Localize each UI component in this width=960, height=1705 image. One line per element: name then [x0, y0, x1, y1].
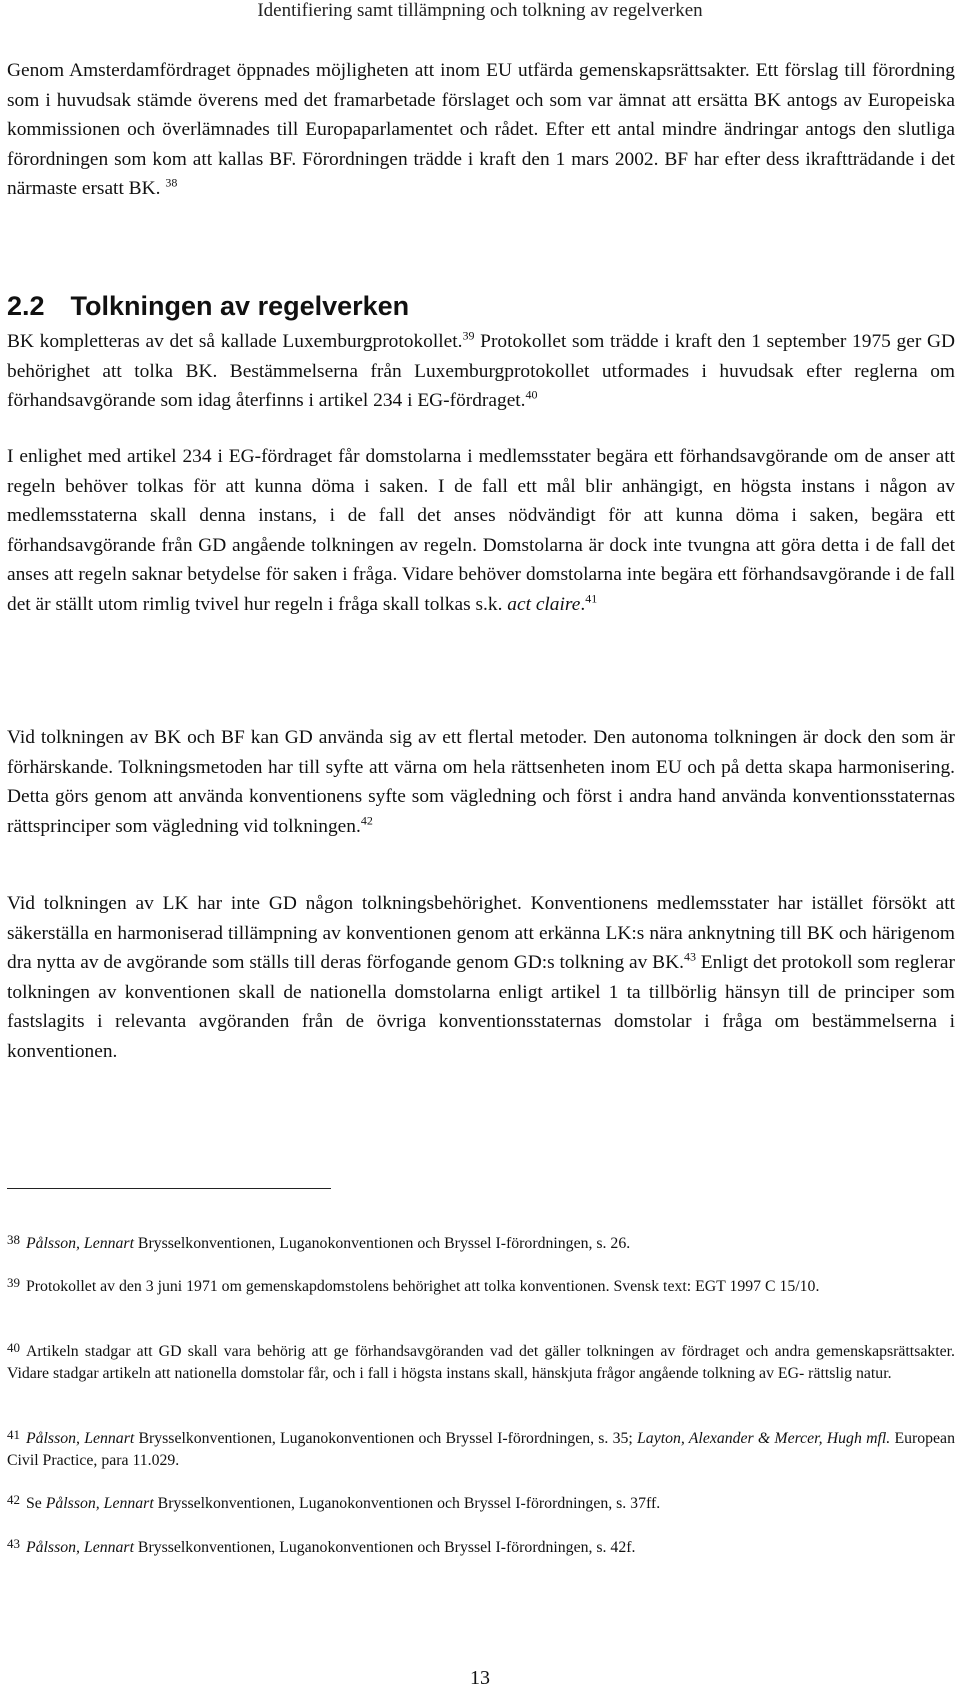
paragraph-bk-bf-interpretation [7, 723, 955, 841]
paragraph-end: . [580, 593, 586, 615]
footnote-ref-43[interactable]: 43 [683, 949, 696, 964]
paragraph-text: Enligt det protokoll som reglerar tolkningen av konventionen skall de nationella domstolarna enligt artikel 1 ta tillbörlig hänsyn till de principer som fastslagits i relevanta avgöranden från de övriga konventionsstaternas domstolar i fråga om bestämmelserna i konventionen. [7, 952, 955, 1062]
footnote-42 [7, 1489, 955, 1515]
footnote-text: Protokollet av den 3 juni 1971 om gemenskapdomstolens behörighet att tolka konventionen. Svensk text: EGT 1997 C 15/10. [26, 1278, 820, 1295]
paragraph-text: BK kompletteras av det så kallade Luxemburgprotokollet. [7, 331, 463, 352]
footnote-ref-42[interactable]: 42 [360, 813, 373, 828]
footnote-38 [7, 1229, 955, 1255]
footnote-43 [7, 1533, 955, 1559]
footnote-ref-39[interactable]: 39 [462, 328, 475, 343]
footnote-author: Layton, Alexander & Mercer, Hugh mfl. [637, 1430, 891, 1447]
running-header: Identifiering samt tillämpning och tolkning av regelverken [257, 0, 703, 21]
footnote-number: 43 [7, 1536, 20, 1551]
footnote-number: 38 [7, 1232, 20, 1247]
footnote-text: Brysselkonventionen, Luganokonventionen och Bryssel I-förordningen, s. 37ff. [153, 1495, 661, 1512]
footnote-ref-40[interactable]: 40 [525, 387, 538, 402]
footnote-number: 41 [7, 1427, 20, 1442]
section-number: 2.2 [7, 291, 45, 321]
paragraph-text: Protokollet som trädde i kraft den 1 september 1975 ger GD behörighet att tolka BK. Bestämmelserna från Luxemburgprotokollet utformades i huvudsak efter reglerna om förhandsavgörande som idag återfinns i artikel 234 i EG-fördraget. [7, 331, 955, 411]
paragraph-text: I enlighet med artikel 234 i EG-fördraget får domstolarna i medlemsstater begära ett förhandsavgörande om de anser att regeln behöver tolkas för att kunna döma i saken. I de fall ett mål blir anhängigt, en högsta instans i någon av medlemsstaterna skall denna instans, i de fall det anses nödvändigt för att kunna döma i saken, begära ett förhandsavgörande från GD angående tolkningen av regeln. Domstolarna är dock inte tvungna att göra detta i de fall det anses att regeln saknar betydelse för saken i fråga. Vidare behöver domstolarna inte begära ett förhandsavgörande i de fall det är ställt utom rimlig tvivel hur regeln i fråga skall tolkas s.k. [7, 446, 955, 615]
footnote-ref-41[interactable]: 41 [585, 591, 598, 606]
footnote-40 [7, 1337, 955, 1385]
footnote-39 [7, 1272, 955, 1298]
footnote-number: 42 [7, 1492, 20, 1507]
paragraph-lk-interpretation [7, 889, 955, 1066]
paragraph-text: Vid tolkningen av BK och BF kan GD använda sig av ett flertal metoder. Den autonoma tolkningen är dock den som är förhärskande. Tolkningsmetoden har till syfte att värna om hela rättsenheten inom EU och på detta skapa harmonisering. Detta görs genom att använda konventionens syfte som vägledning och först i andra hand använda konventionsstaternas rättsprinciper som vägledning vid tolkningen. [7, 727, 955, 837]
section-heading [7, 290, 409, 322]
footnote-author: Pålsson, Lennart [45, 1495, 154, 1512]
footnote-text: Artikeln stadgar att GD skall vara behörig att ge förhandsavgöranden vad det gäller tolkningen av fördraget och andra gemenskapsrättsakter. Vidare stadgar artikeln att nationella domstolar får, och i fall i högsta instans skall, hänskjuta frågor angående tolkning av EG- rättslig natur. [7, 1343, 955, 1382]
footnote-41 [7, 1424, 955, 1472]
footnote-author: Pålsson, Lennart [26, 1539, 134, 1556]
footnote-divider [7, 1188, 331, 1189]
footnote-author: Pålsson, Lennart [26, 1430, 135, 1447]
paragraph-article-234 [7, 442, 955, 619]
section-title: Tolkningen av regelverken [70, 291, 410, 321]
footnote-text: Brysselkonventionen, Luganokonventionen och Bryssel I-förordningen, s. 35; [134, 1430, 638, 1447]
paragraph-luxemburg-protocol [7, 327, 955, 416]
page-number: 13 [470, 1667, 490, 1689]
paragraph-text: Genom Amsterdamfördraget öppnades möjligheten att inom EU utfärda gemenskapsrättsakter. Ett förslag till förordning som i huvudsak stämde överens med det framarbetade förslaget och som var ämnat att ersätta BK antogs av Europeiska kommissionen och överlämnades till Europaparlamentet och rådet. Efter ett antal mindre ändringar antogs den slutliga förordningen som kom att kallas BF. Förordningen trädde i kraft den 1 mars 2002. BF har efter dess ikraftträdande i det närmaste ersatt BK. [7, 60, 955, 199]
footnote-number: 39 [7, 1275, 20, 1290]
footnote-text: Brysselkonventionen, Luganokonventionen och Bryssel I-förordningen, s. 26. [133, 1235, 631, 1252]
footnote-ref-38[interactable]: 38 [165, 175, 178, 190]
intro-paragraph [7, 56, 955, 204]
paragraph-text: Vid tolkningen av LK har inte GD någon tolkningsbehörighet. Konventionens medlemsstater har istället försökt att säkerställa en harmoniserad tillämpning av konventionen genom att erkänna LK:s nära anknytning till BK och härigenom dra nytta av de avgörande som ställs till deras förfogande genom GD:s tolkning av BK. [7, 893, 955, 973]
footnote-number: 40 [7, 1340, 20, 1355]
footnote-prefix: Se [26, 1495, 46, 1512]
footnote-text: European Civil Practice, para 11.029. [7, 1430, 955, 1469]
footnote-text: Brysselkonventionen, Luganokonventionen och Bryssel I-förordningen, s. 42f. [133, 1539, 636, 1556]
footnote-author: Pålsson, Lennart [26, 1235, 134, 1252]
italic-term: act claire [507, 593, 581, 615]
